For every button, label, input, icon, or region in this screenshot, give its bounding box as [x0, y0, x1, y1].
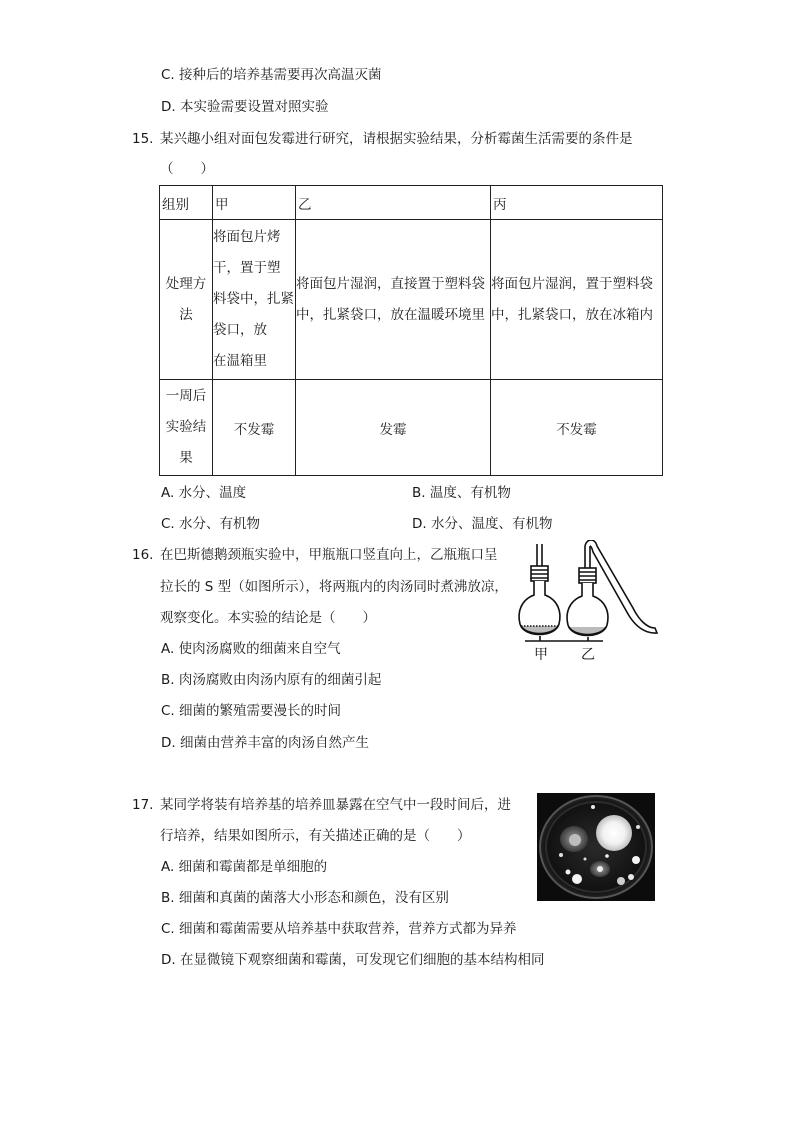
bacteria-colony [566, 870, 571, 875]
q16-stem-line-3: 观察变化。本实验的结论是（ ） [160, 610, 376, 626]
q17-stem-line-1: 某同学将装有培养基的培养皿暴露在空气中一段时间后，进 [160, 797, 511, 813]
treatment-bing [491, 220, 663, 380]
bacteria-colony [559, 853, 563, 857]
q17-number: 17. [132, 797, 154, 813]
table-header-row [160, 186, 663, 220]
figure-label-jia: 甲 [534, 647, 548, 663]
result-jia: 不发霉 [213, 380, 296, 476]
bacteria-colony [628, 874, 634, 880]
q17-option-c: C. 细菌和霉菌需要从培养基中获取营养，营养方式都为异养 [161, 921, 517, 937]
petri-dish-photo [537, 793, 655, 901]
treatment-bing-line: 中，扎紧袋口，放在冰箱内 [491, 306, 653, 323]
q15-option-b: B. 温度、有机物 [412, 485, 511, 501]
flask-yi [567, 540, 657, 636]
q17-option-b: B. 细菌和真菌的菌落大小形态和颜色，没有区别 [161, 890, 449, 906]
colony-dot [597, 866, 603, 872]
bacteria-colony [617, 877, 625, 885]
treatment-jia-line: 料袋中，扎紧 [213, 291, 294, 307]
table-row-treatment [160, 220, 663, 380]
header-group: 组别 [160, 186, 213, 220]
treatment-yi-line: 中，扎紧袋口，放在温暖环境里 [296, 306, 485, 323]
q16-stem-line-2: 拉长的 S 型（如图所示），将两瓶内的肉汤同时煮沸放凉， [160, 579, 508, 595]
q15-experiment-table [159, 185, 663, 476]
header-bing: 丙 [491, 186, 663, 220]
swan-neck-flask-figure [515, 540, 665, 665]
q16-stem-line-1: 在巴斯德鹅颈瓶实验中，甲瓶瓶口竖直向上，乙瓶瓶口呈 [160, 547, 498, 563]
treatment-jia-line: 袋口，放 [213, 322, 267, 338]
mold-colony-large [596, 815, 632, 851]
result-label-line: 果 [179, 450, 193, 466]
q16-option-a: A. 使肉汤腐败的细菌来自空气 [161, 641, 341, 657]
result-label-line: 一周后 [165, 388, 207, 404]
q17-option-a: A. 细菌和霉菌都是单细胞的 [161, 859, 328, 875]
q14-option-c: C. 接种后的培养基需要再次高温灭菌 [161, 67, 382, 83]
treatment-label-line: 法 [179, 306, 193, 323]
dish-rim [540, 796, 652, 898]
q16-option-b: B. 肉汤腐败由肉汤内原有的细菌引起 [161, 672, 382, 688]
q16-option-d: D. 细菌由营养丰富的肉汤自然产生 [161, 735, 369, 751]
flask-jia [519, 544, 560, 635]
result-label-line: 实验结 [165, 419, 207, 435]
treatment-jia-line: 干，置于塑 [213, 260, 281, 276]
bacteria-colony [584, 858, 587, 861]
header-jia: 甲 [213, 186, 296, 220]
treatment-yi [296, 220, 491, 380]
result-yi: 发霉 [296, 380, 491, 476]
result-bing: 不发霉 [491, 380, 663, 476]
treatment-label [160, 220, 213, 380]
q16-option-c: C. 细菌的繁殖需要漫长的时间 [161, 703, 342, 719]
q16-number: 16. [132, 547, 154, 563]
q17-stem-line-2: 行培养，结果如图所示，有关描述正确的是（ ） [160, 828, 471, 844]
table-row-result [160, 380, 663, 476]
treatment-jia [213, 220, 296, 380]
q15-option-d: D. 水分、温度、有机物 [412, 516, 553, 532]
bacteria-colony [636, 825, 640, 829]
treatment-jia-line: 在温箱里 [213, 353, 267, 369]
bacteria-colony [572, 874, 582, 884]
treatment-jia-line: 将面包片烤 [213, 229, 281, 245]
result-label [160, 380, 213, 476]
q15-option-c: C. 水分、有机物 [161, 516, 261, 532]
bacteria-colony [591, 805, 595, 809]
figure-label-yi: 乙 [581, 647, 595, 663]
q15-stem: 某兴趣小组对面包发霉进行研究，请根据实验结果，分析霉菌生活需要的条件是 [160, 131, 633, 147]
bacteria-colony [605, 854, 609, 858]
q14-option-d: D. 本实验需要设置对照实验 [161, 99, 329, 115]
header-yi: 乙 [296, 186, 491, 220]
treatment-label-line: 处理方 [165, 275, 207, 292]
treatment-bing-line: 将面包片湿润，置于塑料袋 [491, 275, 653, 292]
q15-answer-blank: （ ） [160, 161, 214, 177]
bacteria-colony [632, 856, 640, 864]
q17-option-d: D. 在显微镜下观察细菌和霉菌，可发现它们细胞的基本结构相同 [161, 952, 545, 968]
q15-option-a: A. 水分、温度 [161, 485, 247, 501]
mold-colony-grey-2 [569, 834, 581, 846]
q15-number: 15. [132, 131, 154, 147]
treatment-yi-line: 将面包片湿润，直接置于塑料袋 [296, 275, 485, 292]
